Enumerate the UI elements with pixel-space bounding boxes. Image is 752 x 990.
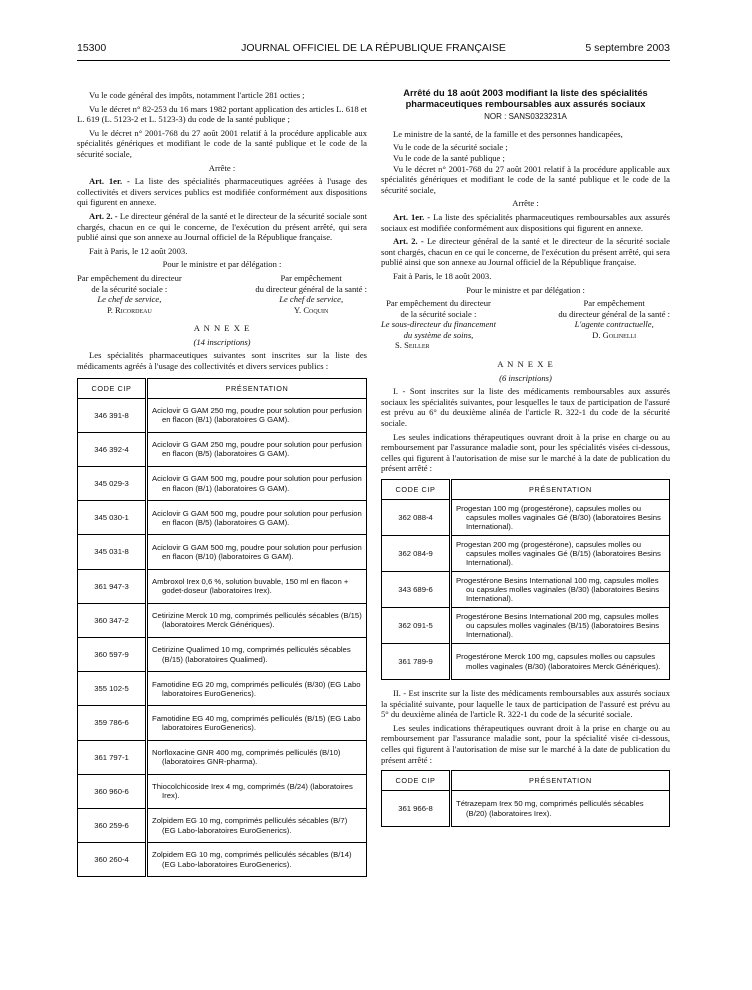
- table-row: [382, 644, 670, 680]
- presentation-line: Zolpidem EG 10 mg, comprimés pelliculés sécables (B/7) (EG Labo-laboratoires EuroGenerics).: [152, 816, 348, 835]
- presentation-text: [451, 644, 670, 680]
- presentation-text: [147, 637, 367, 671]
- visa-paragraph: Vu le décret n° 82-253 du 16 mars 1982 portant application des articles L. 618 et L. 619 (L. 5123-2 et L. 5123-3) du code de la santé publique ;: [77, 103, 367, 125]
- table-row: [78, 774, 367, 808]
- cip-code: 346 391-8: [78, 398, 147, 432]
- table-row: [382, 500, 670, 536]
- presentation-text: [147, 467, 367, 501]
- presentation-line: Aciclovir G GAM 500 mg, poudre pour solution pour perfusion en flacon (B/5) (laboratoires G GAM).: [152, 508, 362, 527]
- cip-code: 362 084-9: [382, 536, 451, 572]
- cip-code: 360 960-6: [78, 774, 147, 808]
- article-2: [381, 236, 670, 268]
- presentation-text: [147, 706, 367, 740]
- article-label: Art. 1er. -: [393, 211, 431, 222]
- section-1-indications: Les seules indications thérapeutiques ouvrant droit à la prise en charge ou au remboursement par l'assurance maladie sont, pour les spécialités visées ci-dessous, celles qui figurent à l'autorisation de mise sur le marché à la date de publication du présent arrêté :: [381, 431, 670, 474]
- presentation-line: Aciclovir G GAM 250 mg, poudre pour solution pour perfusion en flacon (B/5) (laboratoires G GAM).: [152, 440, 362, 459]
- signature-left: [381, 298, 496, 351]
- presentation-line: Cetirizine Qualimed 10 mg, comprimés pelliculés sécables (B/15) (laboratoires Qualimed).: [152, 645, 351, 664]
- signatory-name: P. Ricordeau: [106, 304, 152, 315]
- col-header-presentation: PRÉSENTATION: [451, 771, 670, 791]
- visa-paragraph: Vu le code de la sécurité sociale ;: [393, 142, 508, 153]
- signature-block: [77, 273, 367, 315]
- col-header-presentation: PRÉSENTATION: [147, 378, 367, 398]
- signature-role: Le sous-directeur du financement: [381, 319, 496, 330]
- cip-code: 362 091-5: [382, 608, 451, 644]
- signature-date: Fait à Paris, le 12 août 2003.: [89, 245, 188, 256]
- presentation-text: [451, 572, 670, 608]
- presentation-text: [147, 398, 367, 432]
- nor-reference: NOR : SANS0323231A: [484, 112, 567, 122]
- section-2-text: II. - Est inscrite sur la liste des médicaments remboursables aux assurés sociaux la spécialité suivante, pour laquelle le taux de participation de l'assuré est prévu au 5° du deuxième alinéa de l'article R. 322-1 du code de la sécurité sociale.: [381, 688, 670, 720]
- presentation-text: [147, 569, 367, 603]
- minister-line: Le ministre de la santé, de la famille et des personnes handicapées,: [393, 128, 623, 139]
- table-row: [78, 432, 367, 466]
- article-text: La liste des spécialités pharmaceutiques remboursables aux assurés sociaux est modifiée conformément aux dispositions qui figurent en annexe.: [381, 211, 670, 233]
- presentation-text: [147, 432, 367, 466]
- annexe-heading: A N N E X E: [497, 359, 554, 370]
- presentation-line: Famotidine EG 40 mg, comprimés pelliculés (B/15) (EG Labo laboratoires EuroGenerics).: [152, 713, 361, 732]
- inscriptions-count: (6 inscriptions): [499, 372, 552, 383]
- arrete-title: Arrêté du 18 août 2003 modifiant la liste des spécialités pharmaceutiques remboursables aux assurés sociaux: [403, 88, 648, 109]
- article-text: La liste des spécialités pharmaceutiques agréées à l'usage des collectivités et divers services publics est modifiée conformément aux dispositions qui figurent en annexe.: [77, 176, 367, 208]
- section-2-indications: Les seules indications thérapeutiques ouvrant droit à la prise en charge ou au remboursement par l'assurance maladie sont, pour la spécialité visée ci-dessous, celles qui figurent à l'autorisation de mise sur le marché à la date de publication du présent arrêté :: [381, 722, 670, 765]
- presentation-line: Progestérone Besins International 100 mg, capsules molles ou capsules molles vaginales (B/30) (laboratoires Besins International).: [456, 575, 660, 604]
- presentation-text: [147, 603, 367, 637]
- presentation-text: [147, 740, 367, 774]
- issue-date: 5 septembre 2003: [585, 42, 670, 54]
- signature-line: du directeur général de la santé :: [558, 308, 670, 319]
- cip-code: 361 789-9: [382, 644, 451, 680]
- table-row: [78, 672, 367, 706]
- presentation-text: [147, 808, 367, 842]
- cip-table: [381, 770, 670, 827]
- table-row: [78, 603, 367, 637]
- presentation-line: Progestan 200 mg (progestérone), capsules molles ou capsules molles vaginales Gé (B/15) (laboratoires Besins International).: [456, 539, 661, 568]
- presentation-line: Tétrazepam Irex 50 mg, comprimés pelliculés sécables (B/20) (laboratoires Irex).: [456, 799, 644, 818]
- article-1: [381, 212, 670, 233]
- cip-code: 345 031-8: [78, 535, 147, 569]
- presentation-line: Progestérone Merck 100 mg, capsules molles ou capsules molles vaginales (B/30) (laboratoires Merck Génériques).: [456, 652, 661, 671]
- journal-title: JOURNAL OFFICIEL DE LA RÉPUBLIQUE FRANÇAISE: [241, 42, 506, 54]
- table-row: [78, 535, 367, 569]
- section-1-text: I. - Sont inscrites sur la liste des médicaments remboursables aux assurés sociaux les spécialités suivantes, pour lesquelles le taux de participation de l'assuré est prévu au 6° du deuxième alinéa de l'article R. 322-1 du code de la sécurité sociale.: [381, 386, 670, 429]
- signature-right: [255, 273, 367, 315]
- presentation-text: [451, 500, 670, 536]
- signature-block: [381, 298, 670, 351]
- presentation-text: [451, 608, 670, 644]
- cip-code: 345 029-3: [78, 467, 147, 501]
- signature-line: Par empêchement: [280, 272, 342, 283]
- signature-line: Par empêchement du directeur: [386, 298, 491, 309]
- cip-code: 361 797-1: [78, 740, 147, 774]
- signature-role: Le chef de service,: [97, 294, 162, 305]
- signature-date: Fait à Paris, le 18 août 2003.: [393, 270, 492, 281]
- presentation-line: Progestérone Besins International 200 mg, capsules molles ou capsules molles vaginales (B/15) (laboratoires Besins International).: [456, 611, 660, 640]
- table-row: [78, 843, 367, 877]
- annexe-heading: A N N E X E: [193, 323, 251, 334]
- presentation-text: [147, 774, 367, 808]
- signature-role: L'agente contractuelle,: [574, 319, 654, 330]
- signatory-name: S. Seiller: [395, 340, 430, 351]
- page-number: 15300: [77, 42, 107, 54]
- inscriptions-count: (14 inscriptions): [193, 336, 251, 347]
- article-text: Le directeur général de la santé et le directeur de la sécurité sociale sont chargés, chacun en ce qui le concerne, de l'exécution du présent arrêté, qui sera publié ainsi que son annexe au Journal officiel de la République française.: [381, 236, 670, 268]
- cip-code: 362 088-4: [382, 500, 451, 536]
- table-row: [78, 740, 367, 774]
- cip-code: 360 597-9: [78, 637, 147, 671]
- presentation-line: Aciclovir G GAM 500 mg, poudre pour solution pour perfusion en flacon (B/1) (laboratoires G GAM).: [152, 474, 362, 493]
- signature-line: de la sécurité sociale :: [91, 283, 168, 294]
- delegation-line: Pour le ministre et par délégation :: [162, 259, 282, 270]
- right-column: [381, 90, 670, 827]
- signature-line: Par empêchement du directeur: [77, 272, 182, 283]
- visa-paragraph: Vu le décret n° 2001-768 du 27 août 2001 relatif à la procédure applicable aux spécialités génériques et modifiant le code de la santé publique et le code de la sécurité sociale,: [381, 163, 670, 195]
- cip-code: 361 966-8: [382, 791, 451, 827]
- col-header-code: CODE CIP: [382, 771, 451, 791]
- signatory-name: Y. Coquin: [293, 304, 329, 315]
- table-row: [78, 637, 367, 671]
- arrete-heading: Arrête :: [208, 162, 236, 173]
- article-label: Art. 2. -: [89, 210, 118, 221]
- presentation-text: [147, 672, 367, 706]
- cip-code: 343 689-6: [382, 572, 451, 608]
- cip-code: 346 392-4: [78, 432, 147, 466]
- cip-table: [381, 479, 670, 680]
- presentation-line: Norfloxacine GNR 400 mg, comprimés pelliculés (B/10) (laboratoires GNR-pharma).: [152, 747, 341, 767]
- presentation-line: Zolpidem EG 10 mg, comprimés pelliculés sécables (B/14) (EG Labo-laboratoires EuroGenerics).: [152, 850, 352, 869]
- presentation-text: [451, 791, 670, 827]
- signature-right: [558, 298, 670, 351]
- table-row: [382, 536, 670, 572]
- cip-code: 360 260-4: [78, 843, 147, 877]
- signature-role: Le chef de service,: [279, 294, 344, 305]
- presentation-text: [451, 536, 670, 572]
- presentation-line: Famotidine EG 20 mg, comprimés pelliculés (B/30) (EG Labo laboratoires EuroGenerics).: [152, 679, 361, 698]
- table-row: [382, 791, 670, 827]
- presentation-line: Ambroxol Irex 0,6 %, solution buvable, 150 ml en flacon + godet-doseur (laboratoires Irex).: [152, 576, 349, 596]
- presentation-text: [147, 535, 367, 569]
- table-row: [78, 569, 367, 603]
- annexe-intro: Les spécialités pharmaceutiques suivantes sont inscrites sur la liste des médicaments agréés à l'usage des collectivités et divers services publics :: [77, 350, 367, 372]
- col-header-code: CODE CIP: [78, 378, 147, 398]
- delegation-line: Pour le ministre et par délégation :: [466, 284, 585, 295]
- arrete-heading: Arrête :: [512, 198, 539, 209]
- article-text: Le directeur général de la santé et le directeur de la sécurité sociale sont chargés, chacun en ce qui le concerne, de l'exécution du présent arrêté, qui sera publié ainsi que son annexe au Journal officiel de la République française.: [77, 210, 367, 243]
- left-column: [77, 90, 367, 877]
- cip-code: 361 947-3: [78, 569, 147, 603]
- signatory-name: D. Golinelli: [592, 329, 637, 340]
- visa-paragraph: Vu le décret n° 2001-768 du 27 août 2001 relatif à la procédure applicable aux spécialités génériques et modifiant le code de la santé publique et le code de la sécurité sociale,: [77, 127, 367, 159]
- article-2: [77, 211, 367, 243]
- presentation-line: Aciclovir G GAM 250 mg, poudre pour solution pour perfusion en flacon (B/1) (laboratoires G GAM).: [152, 406, 362, 425]
- col-header-presentation: PRÉSENTATION: [451, 480, 670, 500]
- cip-code: 345 030-1: [78, 501, 147, 535]
- cip-code: 355 102-5: [78, 672, 147, 706]
- table-row: [78, 808, 367, 842]
- presentation-line: Thiocolchicoside Irex 4 mg, comprimés (B/24) (laboratoires Irex).: [152, 782, 353, 801]
- presentation-text: [147, 501, 367, 535]
- visa-paragraph: Vu le code de la santé publique ;: [393, 152, 505, 163]
- table-row: [78, 398, 367, 432]
- signature-left: [77, 273, 182, 315]
- table-row: [382, 572, 670, 608]
- page-header: [77, 42, 670, 56]
- presentation-text: [147, 843, 367, 877]
- table-row: [78, 706, 367, 740]
- table-row: [382, 608, 670, 644]
- cip-table: [77, 378, 367, 878]
- table-row: [78, 501, 367, 535]
- cip-code: 360 347-2: [78, 603, 147, 637]
- presentation-line: Aciclovir G GAM 500 mg, poudre pour solution pour perfusion en flacon (B/10) (laboratoires G GAM).: [152, 542, 362, 561]
- article-1: [77, 176, 367, 208]
- visa-paragraph: Vu le code général des impôts, notamment l'article 281 octies ;: [89, 90, 305, 100]
- signature-line: du directeur général de la santé :: [255, 283, 367, 294]
- header-rule: [77, 60, 670, 61]
- signature-line: de la sécurité sociale :: [400, 308, 477, 319]
- signature-role: du système de soins,: [403, 329, 474, 340]
- signature-line: Par empêchement: [583, 298, 645, 309]
- presentation-line: Cetirizine Merck 10 mg, comprimés pelliculés sécables (B/15) (laboratoires Merck Génériques).: [152, 611, 362, 630]
- col-header-code: CODE CIP: [382, 480, 451, 500]
- presentation-line: Progestan 100 mg (progestérone), capsules molles ou capsules molles vaginales Gé (B/30) (laboratoires Besins International).: [456, 503, 661, 532]
- cip-code: 359 786-6: [78, 706, 147, 740]
- cip-code: 360 259-6: [78, 808, 147, 842]
- table-row: [78, 467, 367, 501]
- article-label: Art. 1er. -: [89, 176, 130, 187]
- article-label: Art. 2. -: [393, 236, 424, 247]
